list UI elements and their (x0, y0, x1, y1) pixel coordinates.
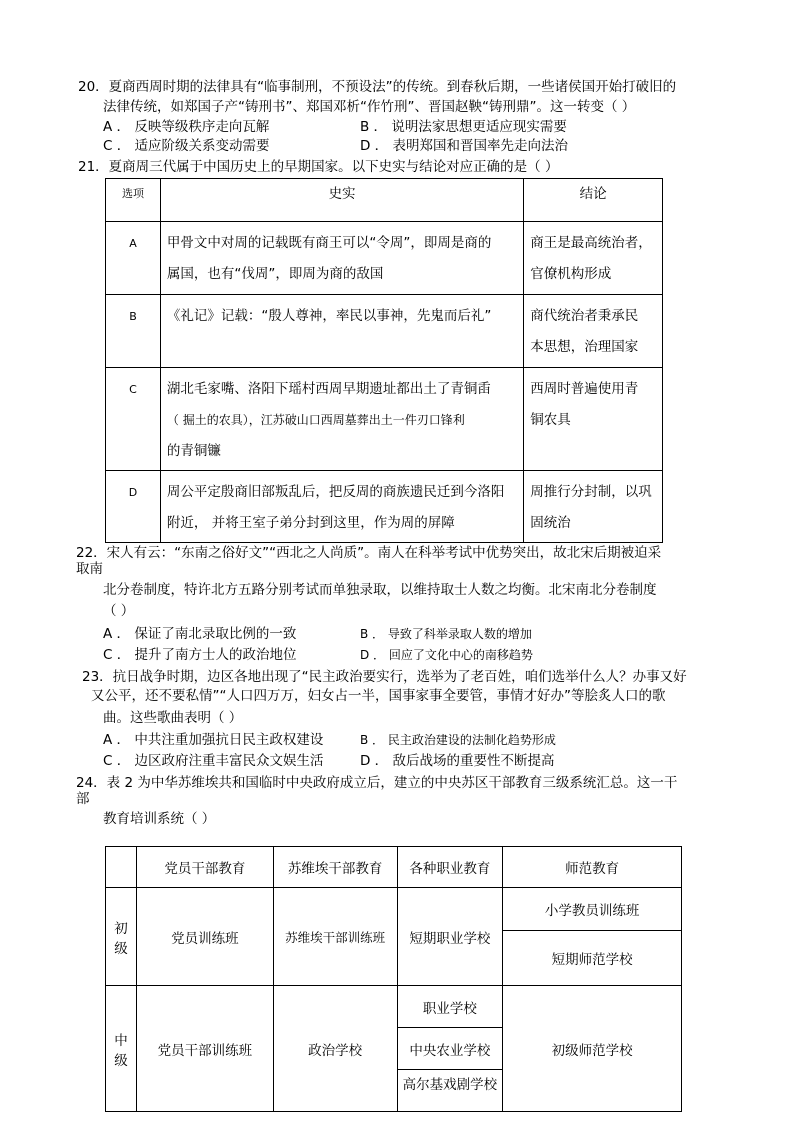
q22-option-a: A ． 保证了南北录取比例的一致 (103, 626, 297, 642)
primary-soviet: 苏维埃干部训练班 (273, 888, 397, 986)
row-fact (160, 368, 523, 471)
q21-table (105, 178, 663, 543)
middle-vocational: 高尔基戏剧学校 (397, 1070, 503, 1112)
header-normal: 师范教育 (503, 847, 682, 888)
row-key: C (106, 368, 161, 471)
primary-vocational: 短期职业学校 (397, 888, 503, 986)
middle-soviet: 政治学校 (273, 986, 397, 1112)
row-conclusion (524, 368, 663, 471)
q20-option-c: C ． 适应阶级关系变动需要 (103, 138, 270, 154)
middle-normal: 初级师范学校 (503, 986, 682, 1112)
fact-line: 的青铜镰 (166, 443, 221, 459)
primary-party: 党员训练班 (136, 888, 273, 986)
q20-option-b: B ． 说明法家思想更适应现实需要 (360, 119, 567, 135)
conclusion-line: 铜农具 (530, 412, 571, 428)
header-vocational: 各种职业教育 (397, 847, 503, 888)
row-key: B (106, 295, 161, 368)
q22-stem-line2: 取南 (76, 561, 103, 577)
q21-stem: 21．夏商周三代属于中国历史上的早期国家。以下史实与结论对应正确的是（ ） (78, 159, 559, 175)
q24-stem-line3: 教育培训系统（ ） (103, 811, 216, 827)
q23-stem-line2: 又公平，还不要私情”“人口四万万，妇女占一半，国事家事全要管，事情才好办”等脍炙人口的歌 (91, 688, 666, 704)
q23-stem-line1: 23．抗日战争时期，边区各地出现了“民主政治要实行，选举为了老百姓，咱们选举什么人？办事又好 (82, 669, 687, 685)
fact-line: 甲骨文中对周的记载既有商王可以“令周”，即周是商的 (166, 235, 492, 251)
corner-cell (106, 847, 137, 888)
header-fact: 史实 (160, 179, 523, 222)
level-middle: 中级 (106, 986, 137, 1112)
header-party: 党员干部教育 (136, 847, 273, 888)
level-primary: 初级 (106, 888, 137, 986)
fact-line: 周公平定殷商旧部叛乱后，把反周的商族遗民迁到今洛阳 (166, 484, 505, 500)
middle-vocational: 中央农业学校 (397, 1028, 503, 1070)
row-fact (160, 295, 523, 368)
q22-option-d: D ． 回应了文化中心的南移趋势 (360, 648, 533, 662)
q20-stem-line2: 法律传统，如郑国子产“铸刑书”、郑国邓析“作竹刑”、晋国赵鞅“铸刑鼎”。这一转变（ ） (103, 99, 636, 115)
middle-party: 党员干部训练班 (136, 986, 273, 1112)
row-conclusion (524, 222, 663, 295)
q20-option-a: A ． 反映等级秩序走向瓦解 (103, 119, 270, 135)
q22-option-b: B ． 导致了科举录取人数的增加 (360, 627, 532, 641)
row-fact (160, 222, 523, 295)
conclusion-line: 商代统治者秉承民 (530, 308, 639, 324)
q23-option-c: C ． 边区政府注重丰富民众文娱生活 (103, 753, 324, 769)
header-option: 选项 (106, 179, 161, 222)
fact-line: 《礼记》记载：“殷人尊神，率民以事神，先鬼而后礼” (166, 308, 492, 324)
conclusion-line: 商王是最高统治者， (530, 235, 652, 251)
row-conclusion (524, 295, 663, 368)
q22-stem-line3: 北分卷制度，特许北方五路分别考试而单独录取，以维持取士人数之均衡。北宋南北分卷制度 (103, 582, 657, 598)
q24-stem-line2: 部 (76, 791, 90, 807)
header-conclusion: 结论 (524, 179, 663, 222)
fact-line: 属国，也有“伐周”，即周为商的敌国 (166, 266, 384, 282)
q22-stem-line1: 22．宋人有云：“东南之俗好文”“西北之人尚质”。南人在科举考试中优势突出，故北宋后期被迫采 (76, 545, 662, 561)
conclusion-line: 周推行分封制，以巩 (530, 484, 652, 500)
q23-option-b: B ． 民主政治建设的法制化趋势形成 (360, 733, 556, 747)
q20-option-d: D ． 表明郑国和晋国率先走向法治 (360, 138, 568, 154)
primary-normal: 小学教员训练班 (503, 888, 682, 931)
fact-line: 湖北毛家嘴、洛阳下瑶村西周早期遗址都出土了青铜臿 (166, 381, 491, 397)
q23-option-d: D ． 敌后战场的重要性不断提高 (360, 753, 555, 769)
fact-line: （ 掘土的农具），江苏破山口西周墓葬出土一件刃口锋利 (166, 413, 465, 427)
row-key: A (106, 222, 161, 295)
q20-stem-line1: 20．夏商西周时期的法律具有“临事制刑，不预设法”的传统。到春秋后期，一些诸侯国开始打破旧的 (78, 79, 677, 95)
conclusion-line: 本思想，治理国家 (530, 339, 639, 355)
primary-normal: 短期师范学校 (503, 931, 682, 986)
conclusion-line: 固统治 (530, 515, 571, 531)
fact-line: 附近， 并将王室子弟分封到这里，作为周的屏障 (166, 515, 455, 531)
row-fact (160, 471, 523, 543)
q22-option-c: C ． 提升了南方士人的政治地位 (103, 647, 297, 663)
conclusion-line: 西周时普遍使用青 (530, 381, 639, 397)
header-soviet: 苏维埃干部教育 (273, 847, 397, 888)
q24-stem-line1: 24．表 2 为中华苏维埃共和国临时中央政府成立后，建立的中央苏区干部教育三级系统汇总。这一干 (76, 775, 678, 791)
row-conclusion (524, 471, 663, 543)
q23-option-a: A ． 中共注重加强抗日民主政权建设 (103, 732, 324, 748)
conclusion-line: 官僚机构形成 (530, 266, 612, 282)
q22-blank: （ ） (103, 603, 135, 619)
row-key: D (106, 471, 161, 543)
q23-stem-line3: 曲。这些歌曲表明（ ） (103, 710, 243, 726)
middle-vocational: 职业学校 (397, 986, 503, 1028)
q24-table (105, 846, 682, 1112)
